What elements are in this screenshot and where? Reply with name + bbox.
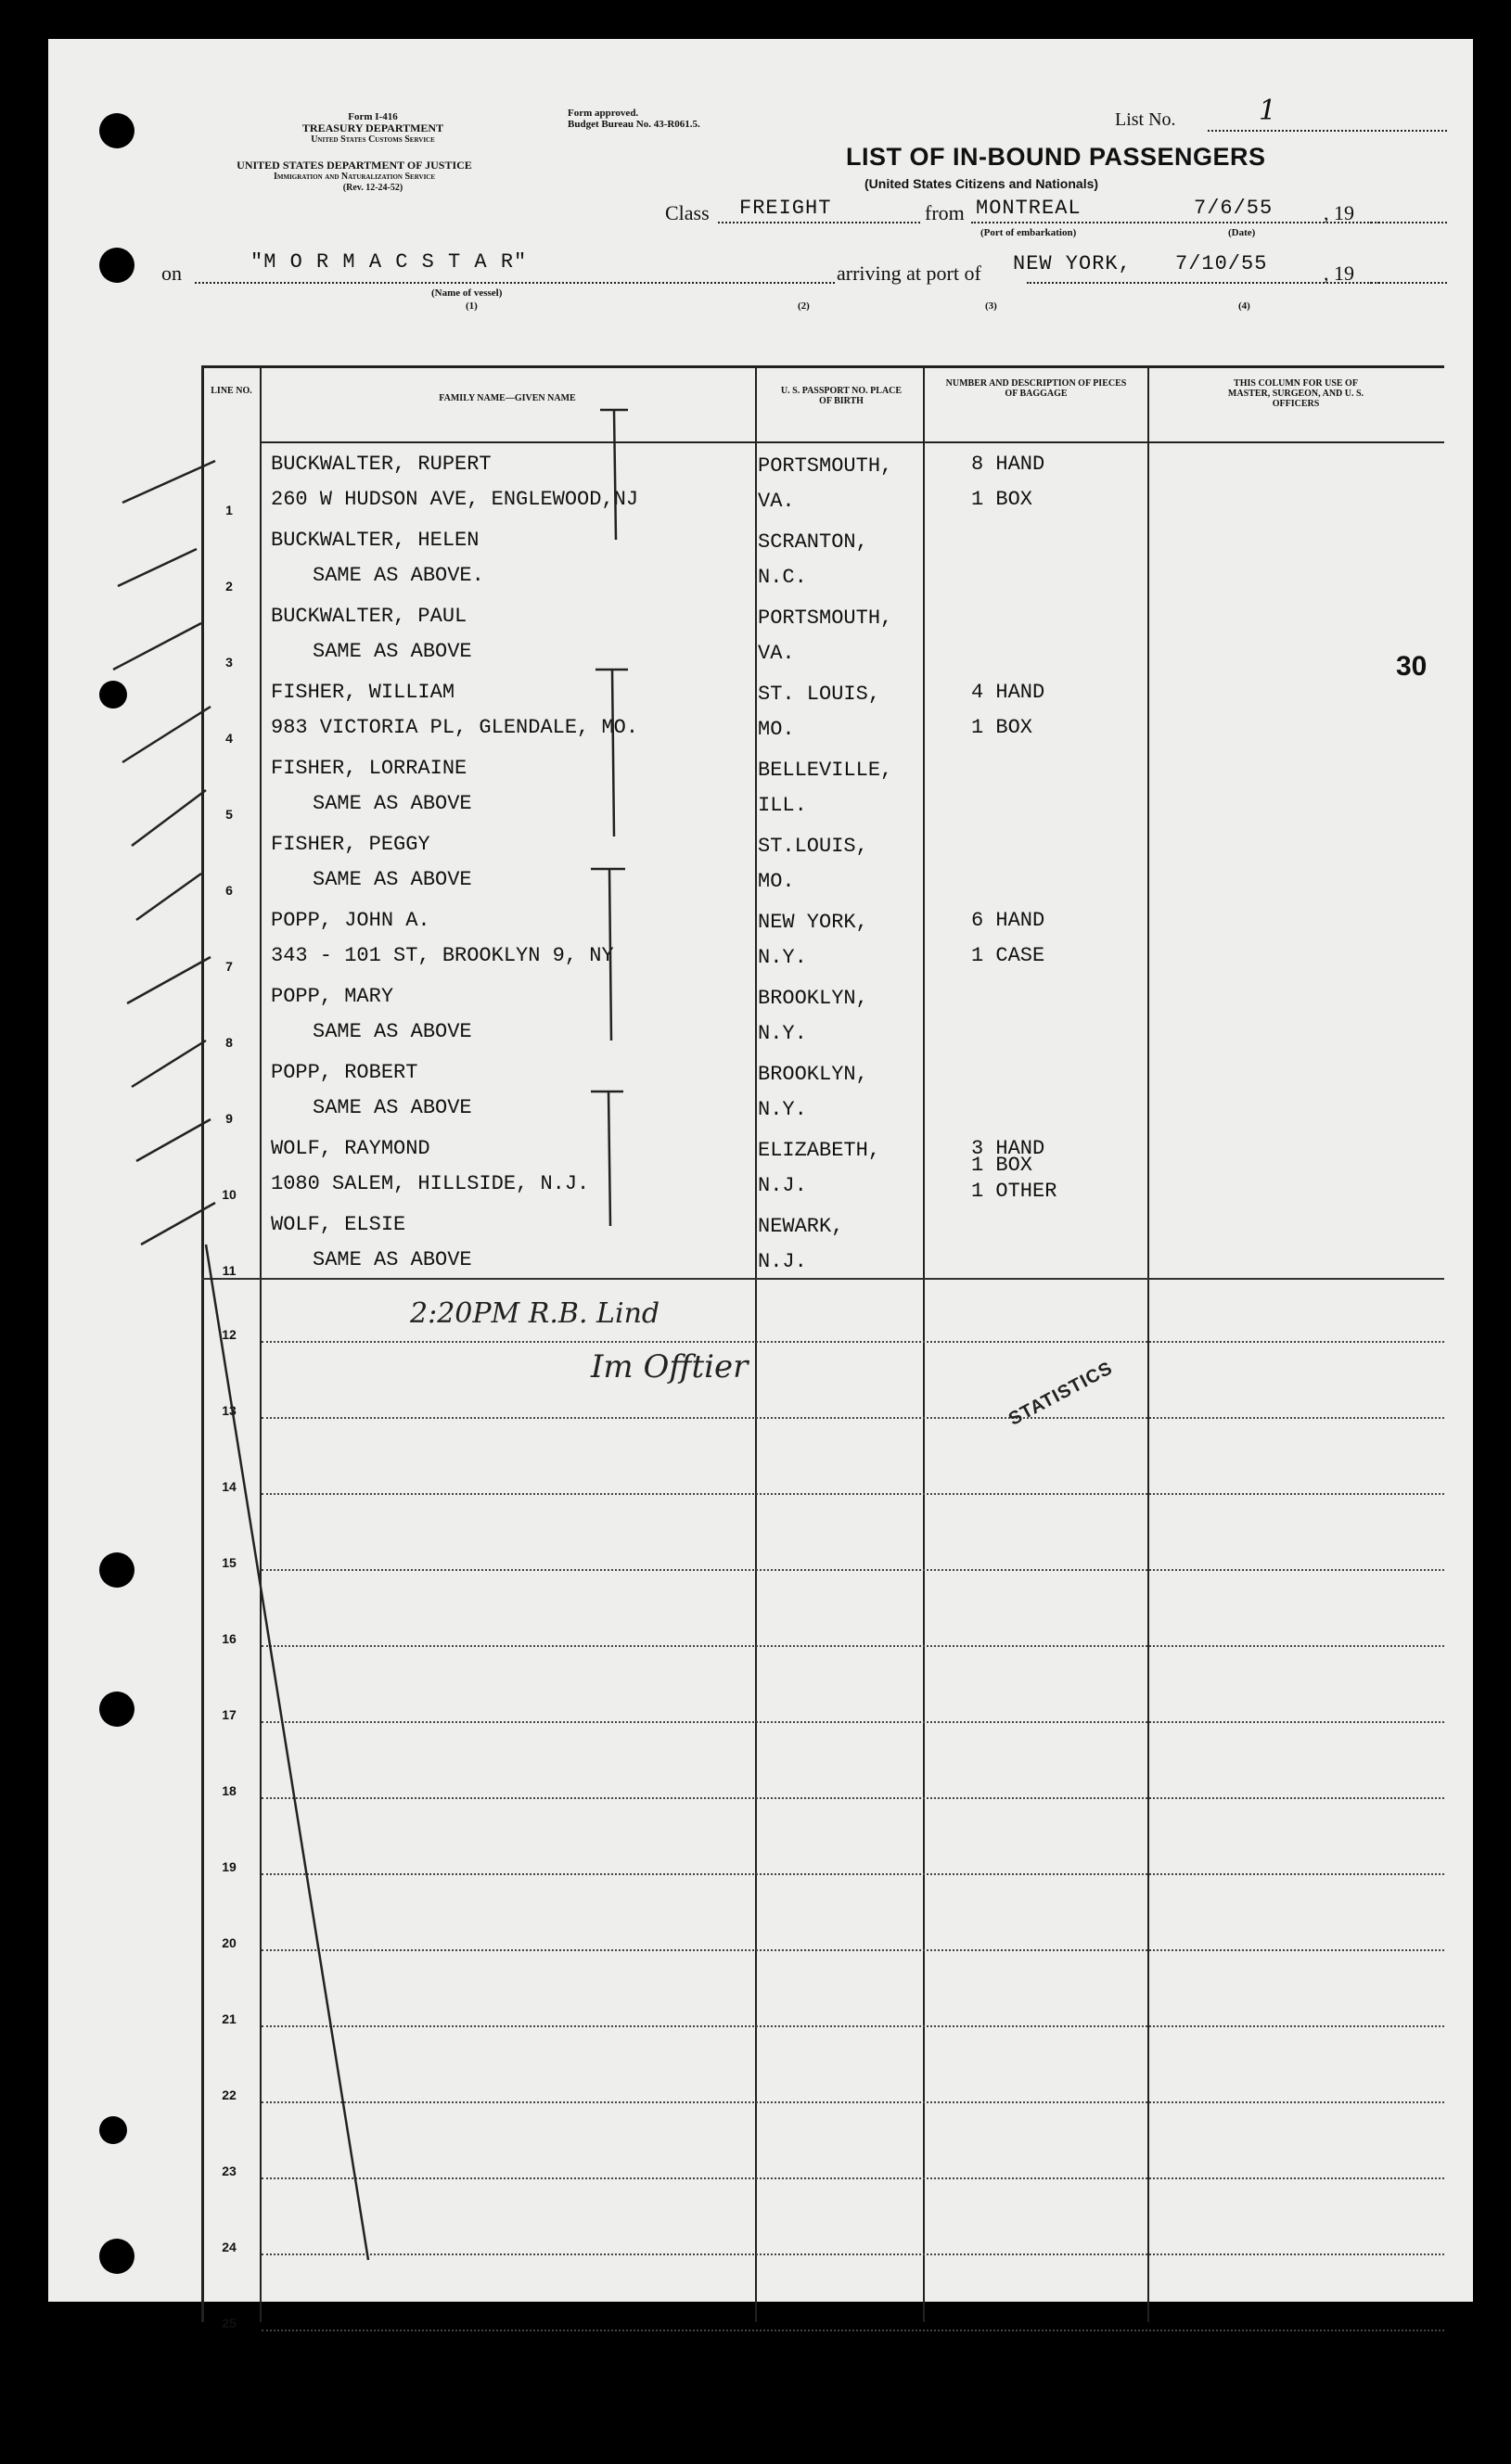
line-number: 1 (225, 503, 233, 517)
family-name: POPP, MARY (271, 985, 394, 1008)
row-rule (262, 1569, 1444, 1571)
caption-1: (1) (466, 300, 478, 312)
birthplace-city: BELLEVILLE, (758, 759, 893, 782)
address: 1080 SALEM, HILLSIDE, N.J. (271, 1172, 590, 1195)
vessel-caption: (Name of vessel) (431, 287, 503, 299)
address: 983 VICTORIA PL, GLENDALE, MO. (271, 716, 639, 739)
line-number: 9 (225, 1111, 233, 1126)
list-no-line (1208, 130, 1447, 132)
embark-caption: (Port of embarkation) (980, 227, 1077, 238)
line-number: 22 (222, 2087, 237, 2102)
address: SAME AS ABOVE (313, 1248, 472, 1271)
count-annotation: 30 (1396, 651, 1428, 682)
col-header-line-no: LINE NO. (211, 386, 252, 396)
dept-treasury: TREASURY DEPARTMENT (301, 121, 444, 134)
ins-service: Immigration and Naturalization Service (273, 172, 436, 182)
birthplace-state: N.J. (758, 1174, 807, 1197)
line-number: 12 (222, 1327, 237, 1342)
col-divider (923, 365, 925, 2322)
line-number: 20 (222, 1935, 237, 1950)
family-name: BUCKWALTER, HELEN (271, 529, 480, 552)
punch-hole (99, 1552, 134, 1588)
punch-hole (99, 2116, 127, 2144)
col-header-passport: U. S. PASSPORT NO. PLACE OF BIRTH (780, 386, 903, 406)
col-divider (260, 365, 262, 2322)
birthplace-state: N.C. (758, 566, 807, 589)
line-number: 11 (222, 1263, 237, 1278)
budget-bureau: Budget Bureau No. 43-R061.5. (568, 119, 700, 130)
family-name: POPP, ROBERT (271, 1061, 418, 1084)
line-number: 10 (222, 1187, 237, 1202)
family-name: BUCKWALTER, RUPERT (271, 453, 492, 476)
row-separator (201, 1278, 1444, 1280)
arrive-date: 7/10/55 (1175, 252, 1268, 275)
form-approved: Form approved. (568, 108, 639, 119)
line-number: 6 (225, 883, 233, 898)
birthplace-city: BROOKLYN, (758, 987, 868, 1010)
family-name: FISHER, WILLIAM (271, 681, 455, 704)
address: SAME AS ABOVE (313, 640, 472, 663)
punch-hole (99, 248, 134, 283)
birthplace-state: N.J. (758, 1250, 807, 1273)
row-rule (262, 1493, 1444, 1495)
family-name: FISHER, PEGGY (271, 833, 430, 856)
year-line-2 (1370, 282, 1447, 284)
row-rule (262, 2253, 1444, 2255)
caption-4: (4) (1238, 300, 1250, 312)
line-number: 23 (222, 2164, 237, 2178)
address: SAME AS ABOVE (313, 792, 472, 815)
baggage-line: 1 BOX (971, 716, 1033, 739)
birthplace-state: N.Y. (758, 1022, 807, 1045)
baggage-line: 1 BOX (971, 1154, 1033, 1177)
class-label: Class (665, 201, 710, 224)
birthplace-state: N.Y. (758, 946, 807, 969)
family-name: FISHER, LORRAINE (271, 757, 467, 780)
baggage-line: 4 HAND (971, 681, 1045, 704)
line-number: 19 (222, 1859, 237, 1874)
row-rule (262, 2025, 1444, 2027)
punch-hole (99, 2239, 134, 2274)
row-rule (262, 2101, 1444, 2103)
line-number: 21 (222, 2011, 237, 2026)
line-number: 25 (222, 2316, 237, 2330)
birthplace-city: BROOKLYN, (758, 1063, 868, 1086)
vessel-name: "M O R M A C S T A R" (250, 250, 528, 274)
date-caption: (Date) (1228, 227, 1256, 238)
line-number: 7 (225, 959, 233, 974)
form-id: Form I-416 (348, 111, 398, 122)
list-no-value: 1 (1259, 95, 1277, 127)
line-number: 18 (222, 1783, 237, 1798)
punch-hole (99, 113, 134, 148)
line-number: 24 (222, 2240, 237, 2254)
address: SAME AS ABOVE (313, 868, 472, 891)
birthplace-city: SCRANTON, (758, 530, 868, 554)
birthplace-city: ST. LOUIS, (758, 683, 881, 706)
birthplace-state: MO. (758, 718, 795, 741)
line-number: 5 (225, 807, 233, 822)
family-name: BUCKWALTER, PAUL (271, 605, 467, 628)
row-rule (262, 1797, 1444, 1799)
family-name: WOLF, ELSIE (271, 1213, 406, 1236)
table-top-border (201, 365, 1444, 368)
line-number: 14 (222, 1479, 237, 1494)
row-rule (262, 1645, 1444, 1647)
embark-date: 7/6/55 (1194, 197, 1274, 220)
passenger-table (201, 365, 1444, 2330)
year-prefix-2: , 19 (1324, 262, 1354, 285)
baggage-line: 1 BOX (971, 488, 1033, 511)
address: SAME AS ABOVE (313, 1020, 472, 1043)
from-label: from (925, 201, 965, 224)
dept-justice: UNITED STATES DEPARTMENT OF JUSTICE (237, 159, 472, 172)
statistics-stamp: STATISTICS (1005, 1358, 1117, 1430)
page-subtitle: (United States Citizens and Nationals) (864, 176, 1099, 191)
line-number: 13 (222, 1403, 237, 1418)
col-header-name: FAMILY NAME—GIVEN NAME (439, 393, 576, 403)
col-divider (1147, 365, 1149, 2322)
row-rule (262, 2330, 1444, 2331)
from-value: MONTREAL (976, 197, 1082, 220)
row-rule (262, 1949, 1444, 1951)
punch-hole (99, 681, 127, 709)
page-title: LIST OF IN-BOUND PASSENGERS (846, 143, 1266, 171)
signature-name: Im Offtier (591, 1348, 749, 1385)
address: SAME AS ABOVE. (313, 564, 484, 587)
address: 260 W HUDSON AVE, ENGLEWOOD,NJ (271, 488, 639, 511)
class-line (718, 222, 920, 223)
baggage-line: 1 OTHER (971, 1180, 1057, 1203)
revision: (Rev. 12-24-52) (342, 183, 403, 193)
address: 343 - 101 ST, BROOKLYN 9, NY (271, 944, 614, 967)
family-name: POPP, JOHN A. (271, 909, 430, 932)
birthplace-state: VA. (758, 642, 795, 665)
line-number: 3 (225, 655, 233, 670)
birthplace-state: VA. (758, 490, 795, 513)
birthplace-state: ILL. (758, 794, 807, 817)
line-number: 17 (222, 1707, 237, 1722)
row-rule (262, 2177, 1444, 2179)
birthplace-state: N.Y. (758, 1098, 807, 1121)
signature-time: 2:20PM R.B. Lind (410, 1297, 660, 1330)
birthplace-city: NEW YORK, (758, 911, 868, 934)
baggage-line: 8 HAND (971, 453, 1045, 476)
col-divider (755, 365, 757, 2322)
caption-2: (2) (798, 300, 810, 312)
manifest-page (48, 39, 1473, 2330)
vessel-line (195, 282, 835, 284)
address: SAME AS ABOVE (313, 1096, 472, 1119)
line-number: 8 (225, 1035, 233, 1050)
birthplace-city: PORTSMOUTH, (758, 454, 893, 478)
row-rule (262, 1873, 1444, 1875)
baggage-line: 3 HAND (971, 1137, 1045, 1160)
birthplace-city: ELIZABETH, (758, 1139, 881, 1162)
tick-mark (113, 461, 215, 1245)
customs-service: United States Customs Service (311, 134, 435, 145)
birthplace-city: ST.LOUIS, (758, 835, 868, 858)
class-value: FREIGHT (739, 197, 832, 220)
birthplace-city: PORTSMOUTH, (758, 606, 893, 630)
col-header-officers: THIS COLUMN FOR USE OF MASTER, SURGEON, AND U. S. OFFICERS (1227, 378, 1364, 409)
on-label: on (161, 262, 182, 285)
line-number: 2 (225, 579, 233, 594)
line-number: 4 (225, 731, 233, 746)
birthplace-city: NEWARK, (758, 1215, 844, 1238)
row-rule (262, 1417, 1444, 1419)
family-name: WOLF, RAYMOND (271, 1137, 430, 1160)
header-rule (262, 441, 1444, 443)
row-rule (262, 1341, 1444, 1343)
from-line (971, 222, 1379, 223)
baggage-line: 1 CASE (971, 944, 1045, 967)
birthplace-state: MO. (758, 870, 795, 893)
year-line-1 (1370, 222, 1447, 223)
arriving-label: arriving at port of (837, 262, 981, 285)
punch-hole (99, 1692, 134, 1727)
line-number: 16 (222, 1631, 237, 1646)
col-header-baggage: NUMBER AND DESCRIPTION OF PIECES OF BAGGAGE (945, 378, 1127, 399)
year-prefix-1: , 19 (1324, 201, 1354, 224)
line-number: 15 (222, 1555, 237, 1570)
list-no-label: List No. (1115, 109, 1176, 130)
port-value: NEW YORK, (1013, 252, 1132, 275)
row-rule (262, 1721, 1444, 1723)
baggage-line: 6 HAND (971, 909, 1045, 932)
caption-3: (3) (985, 300, 997, 312)
